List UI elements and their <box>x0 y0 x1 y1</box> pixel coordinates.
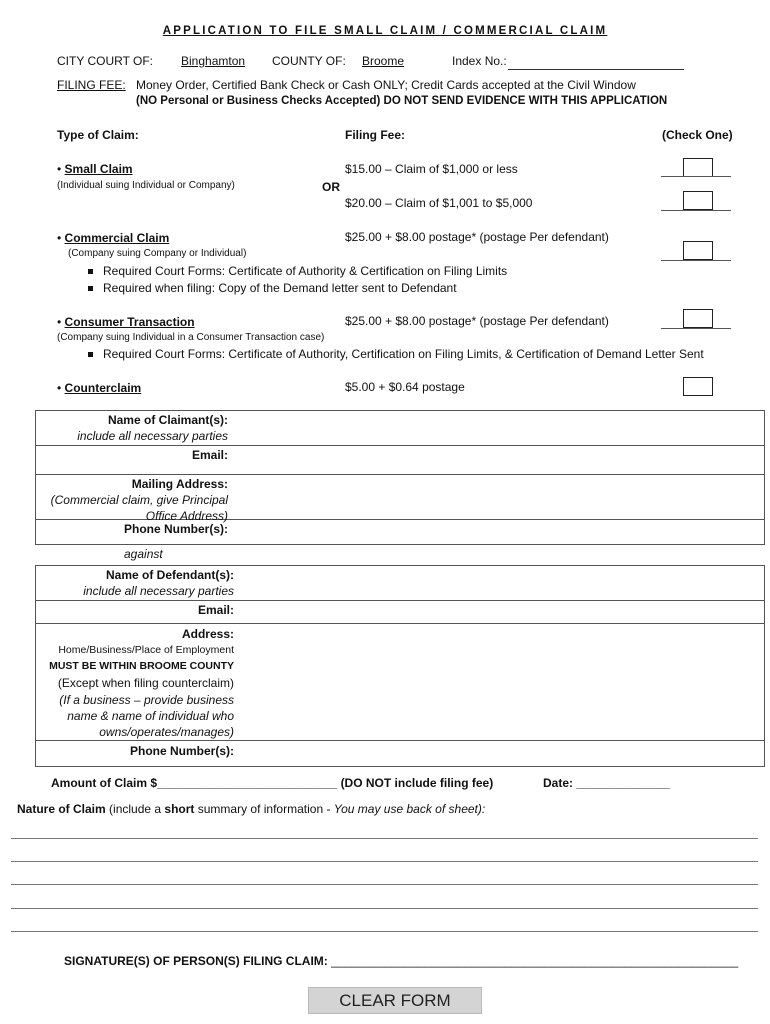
defendant-address-row[interactable] <box>36 624 764 741</box>
city-court-label: CITY COURT OF: <box>57 54 154 68</box>
claimant-address-note-2: Office Address) <box>145 509 228 523</box>
defendant-address-note-1: Home/Business/Place of Employment <box>58 644 234 656</box>
counterclaim-checkbox[interactable] <box>683 377 713 396</box>
signature-label: SIGNATURE(S) OF PERSON(S) FILING CLAIM: <box>64 954 328 968</box>
defendant-phone-label: Phone Number(s): <box>129 744 234 758</box>
form-title: APPLICATION TO FILE SMALL CLAIM / COMMERCIAL CLAIM <box>162 25 608 37</box>
defendant-name-note: include all necessary parties <box>83 584 234 598</box>
check-underline <box>661 176 731 177</box>
signature-blank[interactable]: _____________________________________________________________ <box>331 954 739 968</box>
amount-row <box>51 776 493 790</box>
index-label: Index No.: <box>452 54 507 68</box>
signature-row <box>64 954 738 968</box>
defendant-address-note-3: (Except when filing counterclaim) <box>57 676 234 690</box>
nature-line-2[interactable] <box>11 861 758 862</box>
small-claim-desc: (Individual suing Individual or Company) <box>57 180 235 191</box>
claimant-name-row[interactable] <box>36 411 764 446</box>
defendant-name-row[interactable] <box>36 566 764 601</box>
claimant-address-label: Mailing Address: <box>131 477 228 491</box>
city-court-value: Binghamton <box>181 54 246 68</box>
commercial-claim-item: • Commercial Claim <box>57 231 170 245</box>
consumer-req-1: Required Court Forms: Certificate of Authority, Certification on Filing Limits, & Certification of Demand Letter Sent <box>88 347 704 361</box>
county-value: Broome <box>362 54 405 68</box>
nature-line-1[interactable] <box>11 838 758 839</box>
small-claim-fee-1: $15.00 – Claim of $1,000 or less <box>345 162 518 176</box>
consumer-transaction-desc: (Company suing Individual in a Consumer Transaction case) <box>57 332 325 343</box>
counterclaim-name: Counterclaim <box>64 381 142 395</box>
defendant-section <box>35 565 765 767</box>
filing-fee-text: Money Order, Certified Bank Check or Cash ONLY; Credit Cards accepted at the Civil Window <box>136 78 636 92</box>
date-label: Date: <box>543 776 574 790</box>
filing-fee-header: Filing Fee: <box>345 128 405 142</box>
defendant-address-note-6: owns/operates/manages) <box>99 725 234 739</box>
claimant-name-note: include all necessary parties <box>77 429 228 443</box>
amount-label: Amount of Claim $ <box>51 776 158 790</box>
commercial-req-1: Required Court Forms: Certificate of Authority & Certification on Filing Limits <box>88 264 507 278</box>
claimant-name-label: Name of Claimant(s): <box>107 413 228 427</box>
claimant-section <box>35 410 765 545</box>
nature-line-4[interactable] <box>11 908 758 909</box>
small-claim-5000-checkbox[interactable] <box>683 191 713 210</box>
claimant-phone-row[interactable] <box>36 520 764 544</box>
consumer-transaction-name: Consumer Transaction <box>64 315 195 329</box>
commercial-claim-name: Commercial Claim <box>64 231 170 245</box>
or-text: OR <box>322 180 340 194</box>
small-claim-fee-2: $20.00 – Claim of $1,001 to $5,000 <box>345 196 533 210</box>
check-one-header: (Check One) <box>662 128 733 142</box>
defendant-name-label: Name of Defendant(s): <box>105 568 234 582</box>
nature-line-5[interactable] <box>11 931 758 932</box>
counterclaim-fee: $5.00 + $0.64 postage <box>345 380 465 394</box>
date-row <box>543 776 670 790</box>
amount-note: (DO NOT include filing fee) <box>340 776 494 790</box>
defendant-address-note-5: name & name of individual who <box>67 709 234 723</box>
counterclaim-item: • Counterclaim <box>57 381 142 395</box>
type-of-claim-header: Type of Claim: <box>57 128 139 142</box>
check-underline <box>661 328 731 329</box>
small-claim-1000-checkbox[interactable] <box>683 158 713 177</box>
commercial-req-2: Required when filing: Copy of the Demand letter sent to Defendant <box>88 281 457 295</box>
claimant-address-row[interactable] <box>36 475 764 523</box>
check-underline <box>661 260 731 261</box>
index-number-input[interactable] <box>508 53 684 70</box>
defendant-email-row[interactable] <box>36 601 764 624</box>
filing-fee-note: (NO Personal or Business Checks Accepted) DO NOT SEND EVIDENCE WITH THIS APPLICATION <box>136 95 668 107</box>
defendant-email-label: Email: <box>197 603 234 617</box>
filing-fee-label: FILING FEE: <box>57 78 126 92</box>
commercial-claim-fee: $25.00 + $8.00 postage* (postage Per defendant) <box>345 230 609 244</box>
commercial-claim-checkbox[interactable] <box>683 241 713 260</box>
defendant-address-note-4: (If a business – provide business <box>59 693 234 707</box>
nature-label: Nature of Claim <box>17 802 106 816</box>
check-underline <box>661 210 731 211</box>
amount-blank[interactable]: ___________________________ <box>157 776 338 790</box>
consumer-transaction-item: • Consumer Transaction <box>57 315 195 329</box>
small-claim-name: Small Claim <box>64 162 133 176</box>
defendant-address-note-2: MUST BE WITHIN BROOME COUNTY <box>49 660 234 672</box>
claimant-email-row[interactable] <box>36 446 764 475</box>
commercial-claim-desc: (Company suing Company or Individual) <box>68 248 247 259</box>
date-blank[interactable]: ______________ <box>576 776 670 790</box>
claimant-address-note-1: (Commercial claim, give Principal <box>50 493 228 507</box>
against-text: against <box>124 547 163 561</box>
consumer-transaction-fee: $25.00 + $8.00 postage* (postage Per defendant) <box>345 314 609 328</box>
defendant-phone-row[interactable] <box>36 741 764 766</box>
county-label: COUNTY OF: <box>272 54 346 68</box>
clear-form-button[interactable]: CLEAR FORM <box>308 987 482 1014</box>
consumer-transaction-checkbox[interactable] <box>683 309 713 328</box>
nature-line-3[interactable] <box>11 884 758 885</box>
small-claim-item: • Small Claim <box>57 162 133 176</box>
nature-of-claim: Nature of Claim (include a short summary of information - You may use back of sheet): <box>17 802 486 816</box>
claimant-email-label: Email: <box>191 448 228 462</box>
defendant-address-label: Address: <box>181 627 234 641</box>
claimant-phone-label: Phone Number(s): <box>123 522 228 536</box>
